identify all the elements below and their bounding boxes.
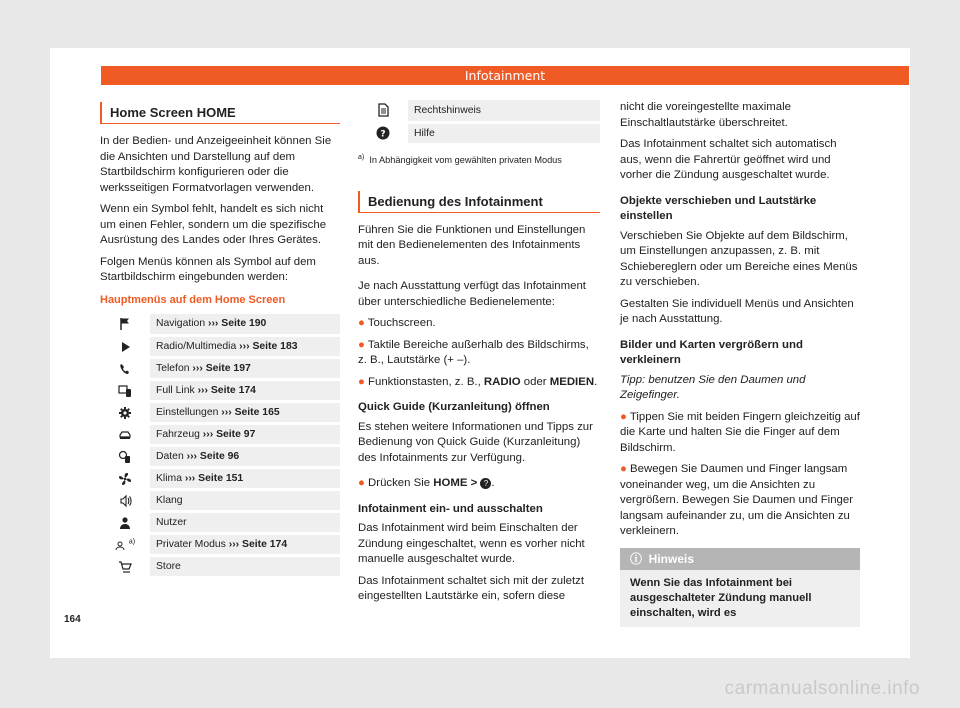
paragraph: In der Bedien- und Anzeigeeinheit können Sie die Ansichten und Darstellung auf dem Startbildschirm konfigurieren oder die werksseitigen Formatvorlagen verwenden.: [100, 135, 332, 194]
paragraph: Das Infotainment schaltet sich mit der zuletzt eingestellten Lautstärke ein, sofern diese: [358, 574, 585, 603]
phone-icon: [100, 358, 150, 380]
paragraph: nicht die voreingestellte maximale Einschaltlautstärke überschreitet.: [620, 101, 791, 129]
table-row: [358, 122, 600, 144]
watermark: carmanualsonline.info: [724, 678, 920, 699]
table-row: [100, 446, 340, 468]
tip-text: Tipp: benutzen Sie den Daumen und Zeigefinger.: [620, 373, 806, 401]
page-reference: Seite 190: [221, 318, 267, 330]
page-reference: Seite 165: [234, 407, 280, 418]
footnote: $^{a)}$ In Abhängigkeit vom gewählten privaten Modus: [358, 153, 562, 165]
menu-label: Nutzer: [150, 512, 340, 534]
paragraph: Das Infotainment schaltet sich automatisch aus, wenn die Fahrertür geöffnet wird und vorher die Zündung ausgeschaltet wurde.: [620, 138, 837, 181]
home-menu-table: [100, 314, 340, 580]
help-icon: ?: [480, 478, 491, 489]
extra-menu-table: [358, 100, 600, 146]
sound-icon: [100, 490, 150, 512]
private-mode-icon: a): [100, 534, 150, 556]
help-icon: [358, 122, 408, 144]
page-reference: Seite 97: [216, 429, 256, 440]
note-box: [620, 548, 860, 627]
flag-icon: [100, 314, 150, 336]
menu-label: Klang: [150, 490, 340, 512]
list-item: ● Tippen Sie mit beiden Fingern gleichzeitig auf die Karte und halten Sie die Finger auf dem Bildschirm.: [620, 410, 860, 454]
menu-label: Privater Modus ››› Seite 174: [150, 534, 340, 556]
column-right: [620, 100, 860, 627]
menu-label: Klima ››› Seite 151: [150, 468, 340, 490]
table-row: [358, 100, 600, 122]
gear-icon: [100, 402, 150, 424]
svg-text:?: ?: [380, 129, 386, 140]
paragraph: Je nach Ausstattung verfügt das Infotainment über unterschiedliche Bedienelemente:: [358, 280, 586, 308]
list-item: ● Taktile Bereiche außerhalb des Bildschirms, z. B., Lautstärke (+ –).: [358, 338, 589, 367]
table-row: [100, 380, 340, 402]
page-reference: Seite 174: [242, 539, 288, 550]
paragraph: Verschieben Sie Objekte auf dem Bildschirm, um Einstellungen anzupassen, z. B. mit Schiebereglern oder um Bereiche eines Menüs zu verschieben.: [620, 229, 858, 288]
table-row: [100, 358, 340, 380]
page-reference: Seite 96: [199, 451, 240, 462]
column-left: [100, 102, 340, 579]
table-row: [100, 424, 340, 446]
table-row: [100, 336, 340, 358]
table-row: [100, 468, 340, 490]
page-reference: Seite 197: [205, 363, 251, 374]
menu-label: Daten ››› Seite 96: [150, 446, 340, 468]
table-row: [100, 402, 340, 424]
manual-page: [50, 48, 910, 658]
subheading: Quick Guide (Kurzanleitung) öffnen: [358, 401, 550, 414]
table-row: [100, 556, 340, 578]
menu-label: Fahrzeug ››› Seite 97: [150, 424, 340, 446]
page-reference: Seite 183: [252, 341, 298, 352]
page-reference: Seite 174: [210, 385, 256, 396]
data-icon: [100, 446, 150, 468]
fan-icon: [100, 468, 150, 490]
play-icon: [100, 336, 150, 358]
menu-label: Radio/Multimedia ››› Seite 183: [150, 336, 340, 358]
note-header: ⓘ Hinweis: [620, 548, 860, 570]
list-item: ● Funktionstasten, z. B., RADIO oder MEDIEN.: [358, 375, 598, 388]
table-row: [100, 534, 340, 556]
menu-label: Store: [150, 556, 340, 578]
subheading: Bilder und Karten vergrößern und verkleinern: [620, 338, 803, 366]
menu-label-rechtshinweis: Rechtshinweis: [408, 100, 600, 122]
paragraph: Gestalten Sie individuell Menüs und Ansichten je nach Ausstattung.: [620, 297, 854, 325]
column-middle: [358, 100, 600, 611]
car-icon: [100, 424, 150, 446]
section-title-home-screen: Home Screen HOME: [100, 102, 340, 124]
note-text: Wenn Sie das Infotainment bei ausgeschalteter Zündung manuell einschalten, wird es: [620, 570, 860, 627]
paragraph: Das Infotainment wird beim Einschalten der Zündung eingeschaltet, wenn es vorher nicht manuelle ausgeschaltet wurde.: [358, 522, 585, 566]
menu-label: Telefon ››› Seite 197: [150, 358, 340, 380]
page-number: 164: [64, 614, 81, 625]
paragraph: Wenn ein Symbol fehlt, handelt es sich nicht um einen Fehler, sondern um die spezifische Ausrüstung des Landes oder Ihres Gerätes.: [100, 203, 327, 246]
list-item: ● Touchscreen.: [358, 317, 436, 330]
section-title-bedienung: Bedienung des Infotainment: [358, 191, 600, 213]
paragraph: Führen Sie die Funktionen und Einstellungen mit den Bedienelementen des Infotainments aus.: [358, 223, 586, 267]
menu-label: Full Link ››› Seite 174: [150, 380, 340, 402]
menu-label: Navigation ››› Seite 190: [150, 314, 340, 336]
table-row: [100, 314, 340, 336]
paragraph: Folgen Menüs können als Symbol auf dem Startbildschirm eingebunden werden:: [100, 255, 316, 283]
chapter-header: Infotainment: [101, 66, 909, 85]
cart-icon: [100, 556, 150, 578]
table-row: [100, 490, 340, 512]
paragraph: Es stehen weitere Informationen und Tipps zur Bedienung von Quick Guide (Kurzanleitung) des Infotainments zur Verfügung.: [358, 420, 593, 464]
menu-subhead: Hauptmenüs auf dem Home Screen: [100, 293, 286, 306]
table-row: [100, 512, 340, 534]
list-item: ● Bewegen Sie Daumen und Finger langsam voneinander weg, um die Ansichten zu vergrößern. Bewegen Sie Daumen und Finger langsam aufeinander zu, um die Ansichten zu verkleinern.: [620, 463, 854, 537]
menu-label-hilfe: Hilfe: [408, 122, 600, 144]
subheading: Objekte verschieben und Lautstärke einstellen: [620, 194, 817, 222]
info-icon: ⓘ: [630, 551, 649, 566]
page-reference: Seite 151: [198, 473, 244, 484]
document-icon: [358, 100, 408, 122]
menu-label: Einstellungen ››› Seite 165: [150, 402, 340, 424]
full-link-icon: [100, 380, 150, 402]
list-item: ● Drücken Sie HOME > ? .: [358, 477, 495, 490]
subheading: Infotainment ein- und ausschalten: [358, 502, 543, 515]
user-icon: [100, 512, 150, 534]
